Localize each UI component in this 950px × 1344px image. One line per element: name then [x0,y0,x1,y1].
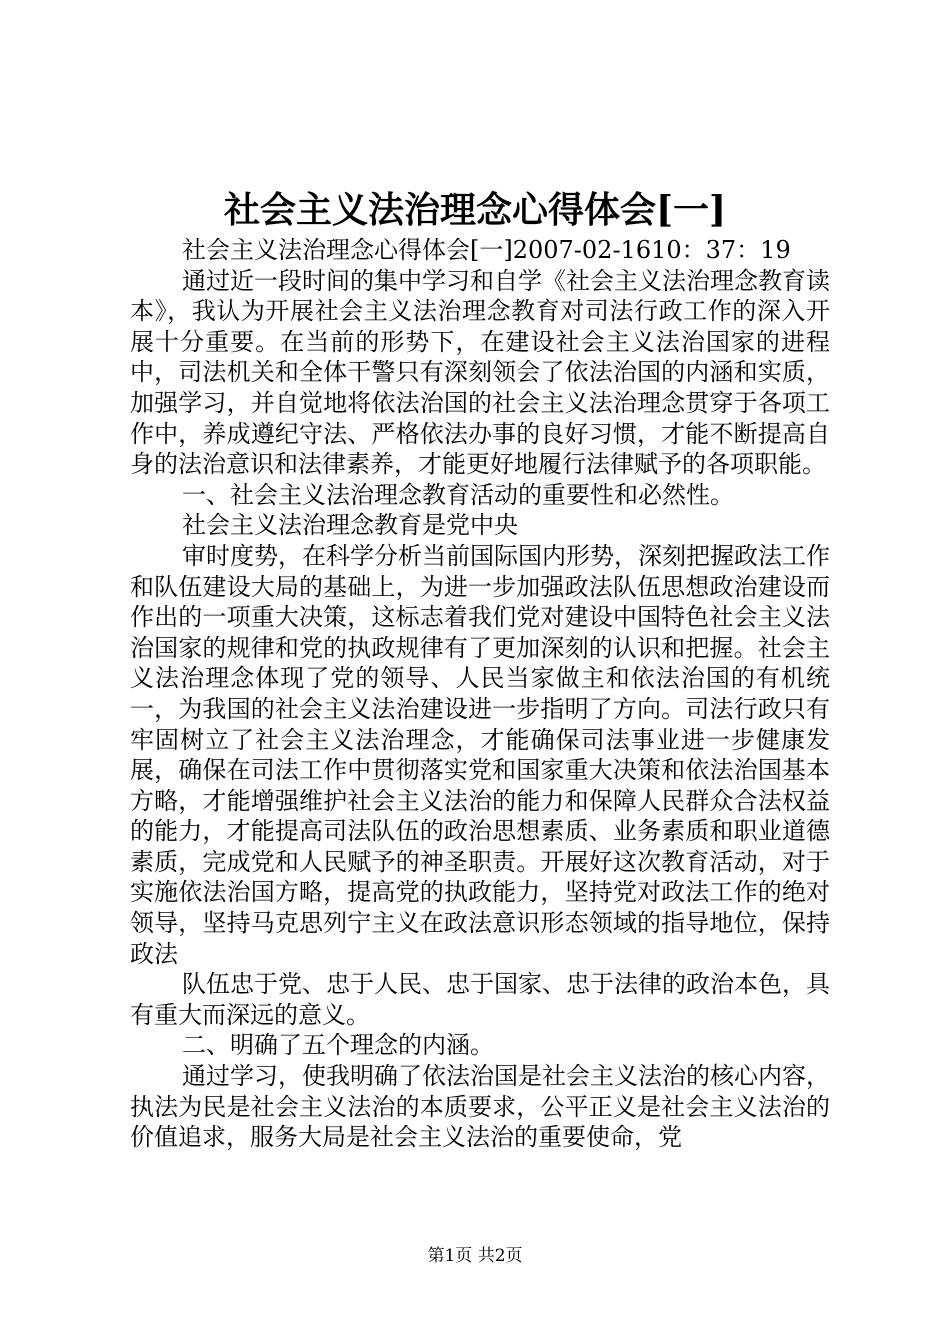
paragraph-date-line: 社会主义法治理念心得体会[一]2007-02-1610：37：19 [182,236,791,264]
paragraph-party-central: 社会主义法治理念教育是党中央 [182,511,518,540]
page-number-footer: 第1页 共2页 [427,1246,523,1266]
section-heading-one: 一、社会主义法治理念教育活动的重要性和必然性。 [182,480,734,509]
section-heading-two: 二、明确了五个理念的内涵。 [182,1031,494,1060]
document-body [130,235,830,1153]
document-title: 社会主义法治理念心得体会[一] [223,189,727,231]
paragraph-importance: 审时度势，在科学分析当前国际国内形势，深刻把握政法工作和队伍建设大局的基础上，为进一步加强政法队伍思想政治建设而作出的一项重大决策，这标志着我们党对建设中国特色社会主义法治国家的规律和党的执政规律有了更加深刻的认识和把握。社会主义法治理念体现了党的领导、人民当家做主和依法治国的有机统一，为我国的社会主义法治建设进一步指明了方向。司法行政只有牢固树立了社会主义法治理念，才能确保司法事业进一步健康发展，确保在司法工作中贯彻落实党和国家重大决策和依法治国基本方略，才能增强维护社会主义法治的能力和保障人民群众合法权益的能力，才能提高司法队伍的政治思想素质、业务素质和职业道德素质，完成党和人民赋予的神圣职责。开展好这次教育活动，对于实施依法治国方略，提高党的执政能力，坚持党对政法工作的绝对领导，坚持马克思列宁主义在政法意识形态领域的指导地位，保持政法 [130,541,830,968]
paragraph-five-concepts: 通过学习，使我明确了依法治国是社会主义法治的核心内容，执法为民是社会主义法治的本质要求，公平正义是社会主义法治的价值追求，服务大局是社会主义法治的重要使命，党 [130,1062,830,1152]
paragraph-intro: 通过近一段时间的集中学习和自学《社会主义法治理念教育读本》，我认为开展社会主义法治理念教育对司法行政工作的深入开展十分重要。在当前的形势下，在建设社会主义法治国家的进程中，司法机关和全体干警只有深刻领会了依法治国的内涵和实质，加强学习，并自觉地将依法治国的社会主义法治理念贯穿于各项工作中，养成遵纪守法、严格依法办事的良好习惯，才能不断提高自身的法治意识和法律素养，才能更好地履行法律赋予的各项职能。 [130,266,830,479]
paragraph-loyalty: 队伍忠于党、忠于人民、忠于国家、忠于法律的政治本色，具有重大而深远的意义。 [130,970,830,1029]
